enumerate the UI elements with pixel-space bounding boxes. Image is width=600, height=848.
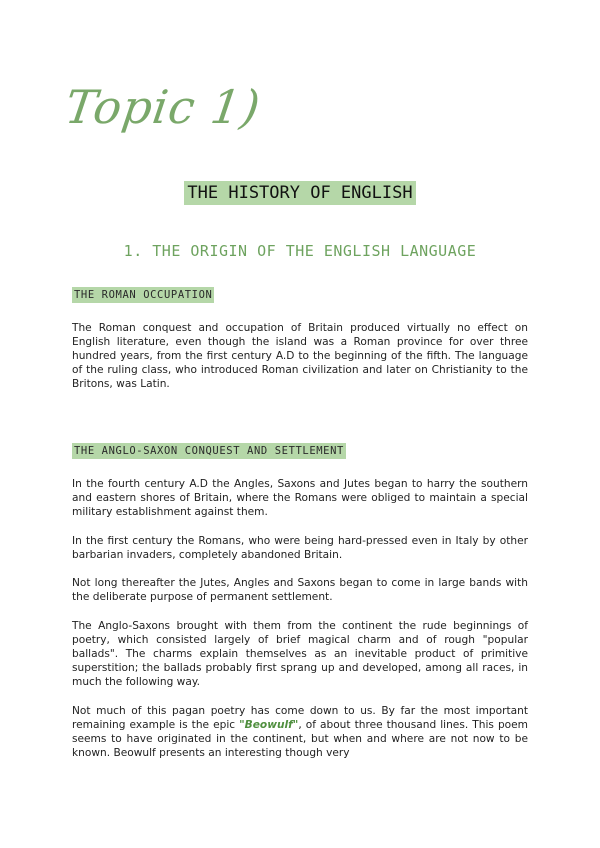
paragraph-romans-abandon: In the first century the Romans, who were being hard-pressed even in Italy by other barbarian invaders, completely abandoned Britain. [72, 535, 528, 561]
beowulf-title-emphasis: "Beowulf" [239, 719, 299, 731]
subheading-roman-occupation: THE ROMAN OCCUPATION [74, 289, 213, 301]
beowulf-text-after: , of about three thousand lines. This poem seems to have originated in the continent, but when and where are not now to be known. Beowulf presents an interesting though very [72, 719, 528, 759]
section-title: 1. THE ORIGIN OF THE ENGLISH LANGUAGE [123, 242, 477, 260]
paragraph-settlement: Not long thereafter the Jutes, Angles and Saxons began to come in large bands with the deliberate purpose of permanent settlement. [72, 577, 528, 603]
paragraph-poetry-beginnings: The Anglo-Saxons brought with them from the continent the rude beginnings of poetry, which consisted largely of brief magical charm and of rough "popular ballads". The charms explain themselves as an inevitable product of primitive superstition; the ballads probably first sprang up and developed, among all races, in much the following way. [72, 620, 528, 688]
page-title [0, 181, 600, 205]
page-title-text: THE HISTORY OF ENGLISH [184, 181, 415, 205]
paragraph-beowulf [72, 704, 528, 760]
beowulf-text-before: Not much of this pagan poetry has come down to us. By far the most important remaining example is the epic [72, 705, 528, 731]
subheading-anglo-saxon: THE ANGLO-SAXON CONQUEST AND SETTLEMENT [74, 445, 344, 457]
paragraph-roman-conquest: The Roman conquest and occupation of Britain produced virtually no effect on English literature, even though the island was a Roman province for over three hundred years, from the first century A.D to the beginning of the fifth. The language of the ruling class, who introduced Roman civilization and later on Christianity to the Britons, was Latin. [72, 322, 528, 390]
paragraph-fourth-century: In the fourth century A.D the Angles, Saxons and Jutes began to harry the southern and eastern shores of Britain, where the Romans were obliged to maintain a special military establishment against them. [72, 478, 528, 518]
topic-label: Topic 1) [62, 80, 265, 134]
